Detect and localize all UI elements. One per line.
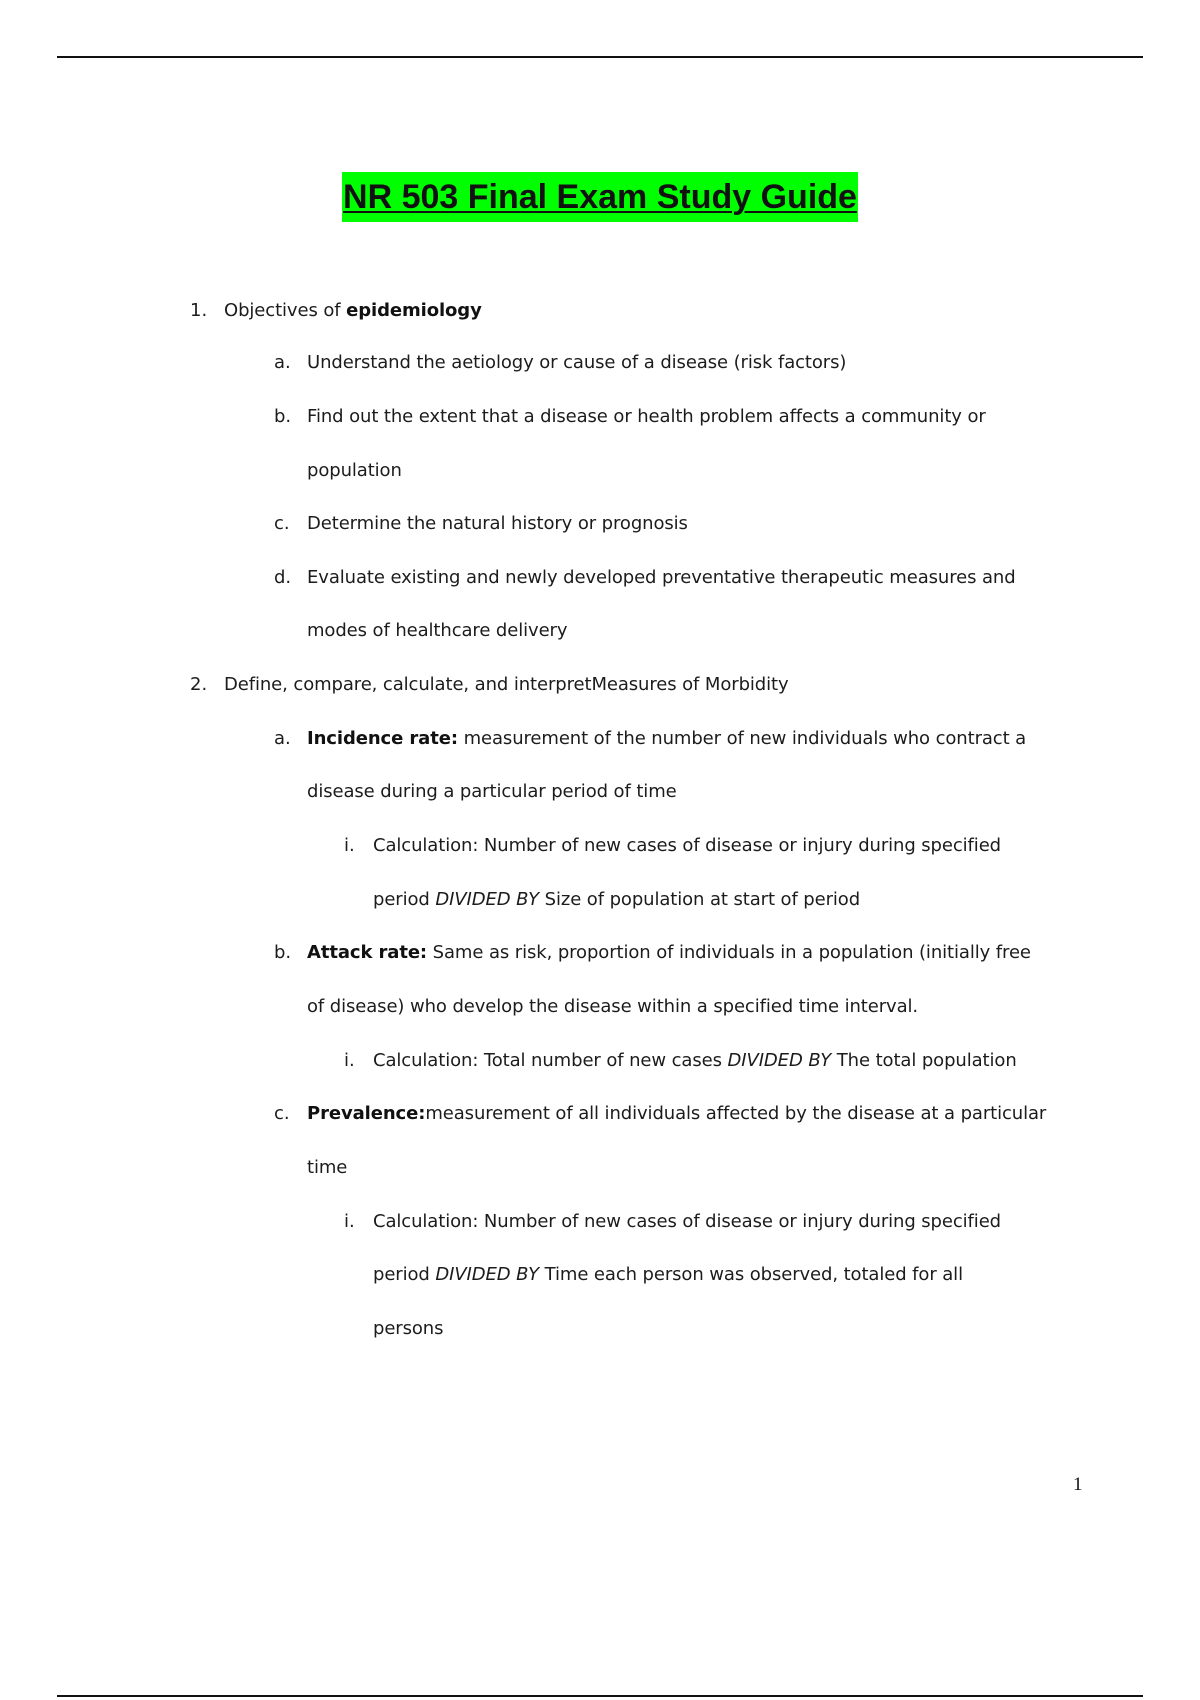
- item-1c-marker: c.: [274, 513, 290, 534]
- item-2a-calc-line1: Calculation: Number of new cases of disease or injury during specified: [373, 835, 1001, 856]
- item-2a-divided-by: DIVIDED BY: [435, 889, 540, 910]
- item-2c-line2: time: [307, 1157, 348, 1178]
- prevalence-term: Prevalence:: [307, 1103, 426, 1124]
- page-number: 1: [1073, 1474, 1083, 1495]
- item-2c-calc-post: Time each person was observed, totaled for all: [539, 1264, 963, 1285]
- item-2b-line1: [307, 941, 1031, 965]
- item-2c-calc-pre: period: [373, 1264, 436, 1285]
- item-1a-marker: a.: [274, 352, 291, 373]
- item-2c-line1-rest: measurement of all individuals affected by the disease at a particular: [425, 1103, 1047, 1124]
- document-title: [0, 172, 1200, 222]
- item-2a-i-marker: i.: [344, 835, 355, 856]
- item-2b-marker: b.: [274, 942, 292, 963]
- item-2c-divided-by: DIVIDED BY: [435, 1264, 540, 1285]
- item-2a-calc-line2: [373, 888, 860, 912]
- item-2a-calc-post: Size of population at start of period: [539, 889, 861, 910]
- attack-rate-term: Attack rate:: [307, 942, 428, 963]
- title-highlight: NR 503 Final Exam Study Guide: [342, 172, 858, 222]
- item-2-marker: 2.: [190, 674, 208, 695]
- item-2c-calc-line2: [373, 1263, 963, 1287]
- item-1b-marker: b.: [274, 406, 292, 427]
- item-1b-line2: population: [307, 460, 402, 481]
- item-2b-line1-rest: Same as risk, proportion of individuals in a population (initially free: [427, 942, 1031, 963]
- item-2-text: Define, compare, calculate, and interpretMeasures of Morbidity: [224, 674, 789, 695]
- incidence-rate-term: Incidence rate:: [307, 728, 458, 749]
- item-2b-calc-line1: [373, 1049, 1017, 1073]
- item-2c-calc-line1: Calculation: Number of new cases of disease or injury during specified: [373, 1211, 1001, 1232]
- item-2c-i-marker: i.: [344, 1211, 355, 1232]
- item-2b-calc-post: The total population: [831, 1050, 1017, 1071]
- item-2a-line1: [307, 727, 1026, 751]
- item-2a-marker: a.: [274, 728, 291, 749]
- item-2b-divided-by: DIVIDED BY: [727, 1050, 832, 1071]
- item-2c-marker: c.: [274, 1103, 290, 1124]
- item-1-prefix: Objectives of: [224, 300, 347, 321]
- item-2b-line2: of disease) who develop the disease within a specified time interval.: [307, 996, 919, 1017]
- item-1-marker: 1.: [190, 300, 208, 321]
- item-1c-text: Determine the natural history or prognosis: [307, 513, 688, 534]
- item-1-bold-term: epidemiology: [346, 300, 482, 321]
- item-2b-calc-pre: Calculation: Total number of new cases: [373, 1050, 728, 1071]
- header-rule: [57, 56, 1143, 58]
- item-2b-i-marker: i.: [344, 1050, 355, 1071]
- item-1b-line1: Find out the extent that a disease or health problem affects a community or: [307, 406, 986, 427]
- item-2a-line1-rest: measurement of the number of new individuals who contract a: [457, 728, 1027, 749]
- footer-rule: [57, 1695, 1143, 1697]
- item-1d-line1: Evaluate existing and newly developed preventative therapeutic measures and: [307, 567, 1016, 588]
- item-1d-line2: modes of healthcare delivery: [307, 620, 568, 641]
- item-1d-marker: d.: [274, 567, 292, 588]
- item-2a-line2: disease during a particular period of time: [307, 781, 677, 802]
- item-2c-calc-line3: persons: [373, 1318, 444, 1339]
- item-2a-calc-pre: period: [373, 889, 436, 910]
- item-1-text: [224, 299, 482, 323]
- item-1a-text: Understand the aetiology or cause of a disease (risk factors): [307, 352, 847, 373]
- item-2c-line1: [307, 1102, 1046, 1126]
